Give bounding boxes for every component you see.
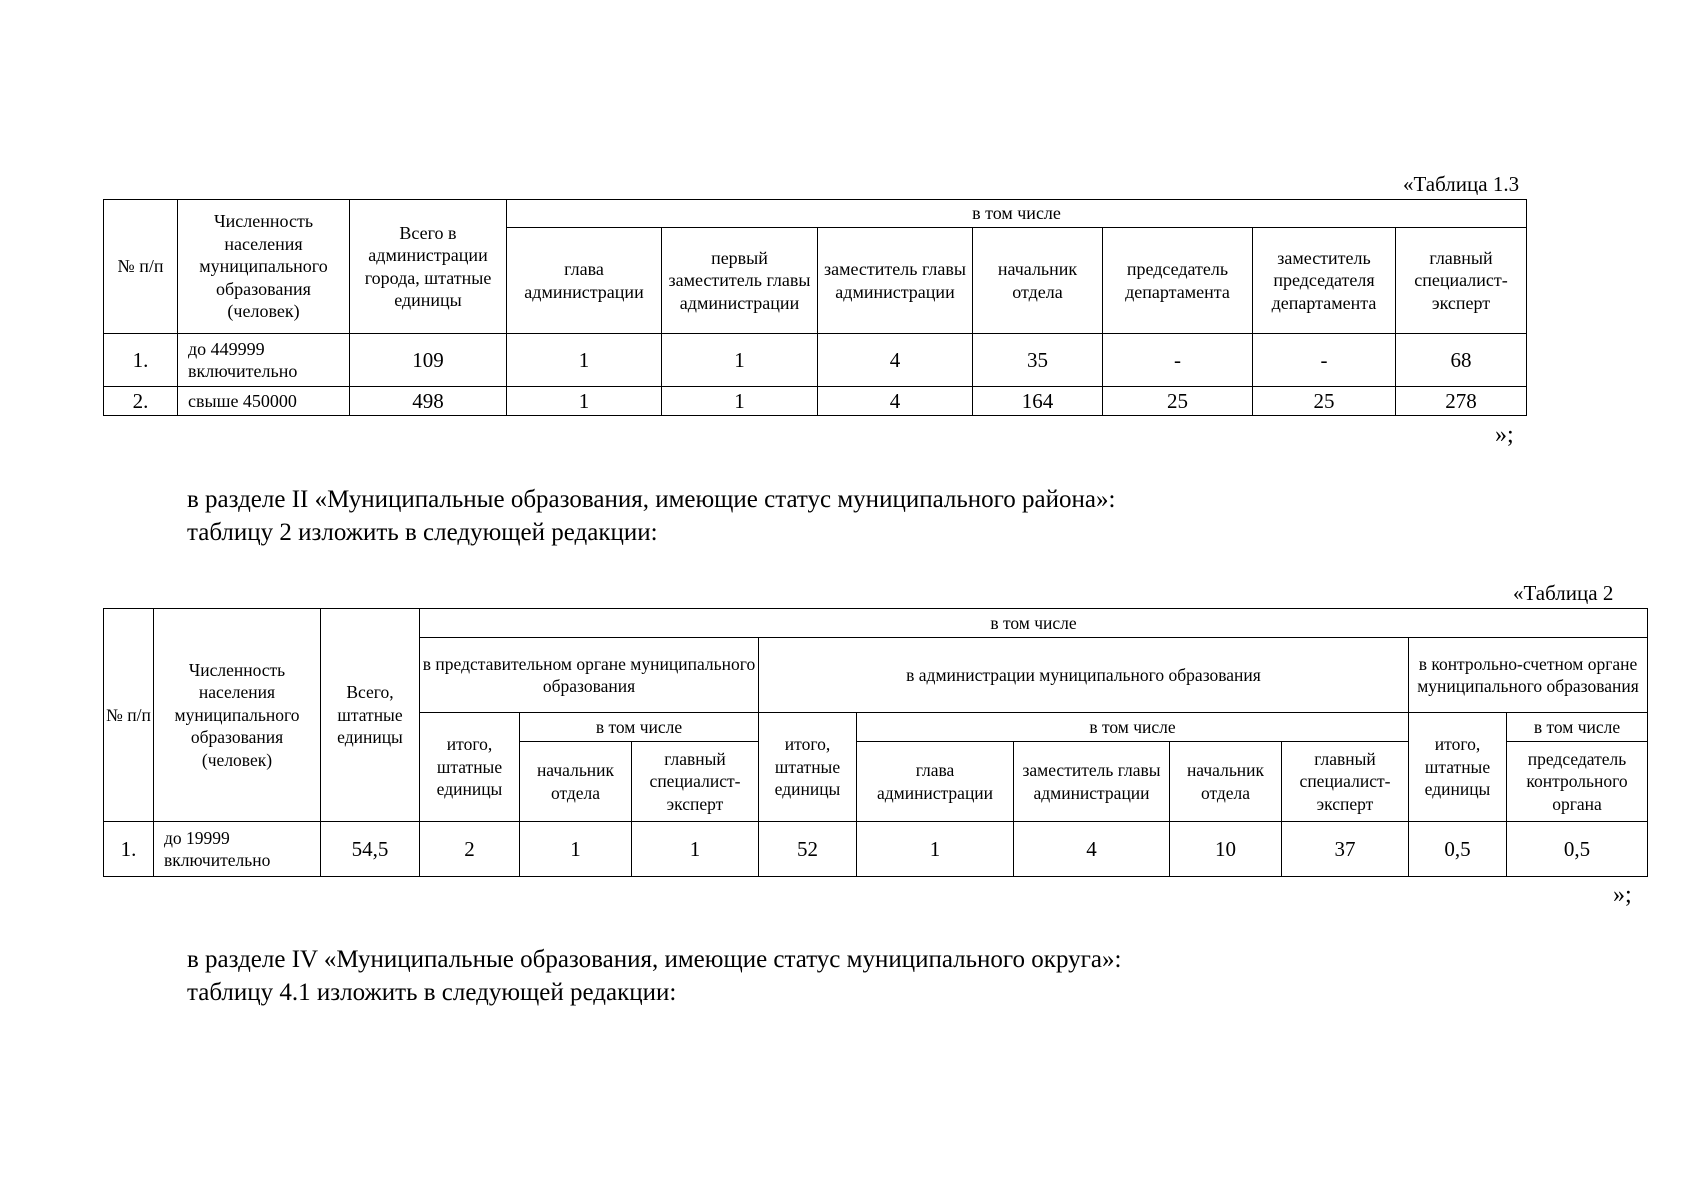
t1-cell: 25 bbox=[1253, 387, 1396, 416]
t1-cell: 4 bbox=[818, 334, 973, 387]
t1-row-total: 498 bbox=[350, 387, 507, 416]
t1-row-total: 109 bbox=[350, 334, 507, 387]
t1-header-population: Численность населения муниципального образования (человек) bbox=[178, 200, 350, 334]
t1-cell: 1 bbox=[507, 387, 662, 416]
table2-label: «Таблица 2 bbox=[1513, 581, 1614, 605]
t2-cell: 1 bbox=[632, 822, 759, 877]
t2-header-col: глава администрации bbox=[857, 742, 1014, 822]
t1-cell: - bbox=[1103, 334, 1253, 387]
t2-header-col: начальник отдела bbox=[1170, 742, 1282, 822]
t2-row-population: до 19999 включительно bbox=[154, 822, 321, 877]
t1-cell: 68 bbox=[1396, 334, 1527, 387]
t1-cell: 1 bbox=[662, 334, 818, 387]
t2-cell: 37 bbox=[1282, 822, 1409, 877]
t2-row-total: 54,5 bbox=[321, 822, 420, 877]
t2-cell: 1 bbox=[857, 822, 1014, 877]
t1-header-col: глава администрации bbox=[507, 228, 662, 334]
t2-header-col: главный специалист-эксперт bbox=[1282, 742, 1409, 822]
t1-header-col: начальник отдела bbox=[973, 228, 1103, 334]
table1-closing: »; bbox=[1495, 422, 1514, 448]
t2-cell: 52 bbox=[759, 822, 857, 877]
t1-row-population: свыше 450000 bbox=[178, 387, 350, 416]
t1-row-population: до 449999 включительно bbox=[178, 334, 350, 387]
t1-cell: 1 bbox=[662, 387, 818, 416]
t2-header-num: № п/п bbox=[104, 609, 154, 822]
t1-header-col: заместитель главы администрации bbox=[818, 228, 973, 334]
t2-header-subtotal: итого, штатные единицы bbox=[420, 713, 520, 822]
section2-line2: таблицу 2 изложить в следующей редакции: bbox=[187, 519, 658, 546]
t2-header-population: Численность населения муниципального образования (человек) bbox=[154, 609, 321, 822]
table-row bbox=[104, 334, 1527, 387]
t1-cell: 278 bbox=[1396, 387, 1527, 416]
t1-header-col: председатель департамента bbox=[1103, 228, 1253, 334]
t2-cell: 0,5 bbox=[1409, 822, 1507, 877]
t1-header-col: заместитель председателя департамента bbox=[1253, 228, 1396, 334]
t2-cell: 0,5 bbox=[1507, 822, 1648, 877]
t2-header-sub-including: в том числе bbox=[857, 713, 1409, 742]
t1-header-including: в том числе bbox=[507, 200, 1527, 228]
t2-header-col: начальник отдела bbox=[520, 742, 632, 822]
t2-header-col: главный специалист-эксперт bbox=[632, 742, 759, 822]
t1-cell: 1 bbox=[507, 334, 662, 387]
t2-cell: 1 bbox=[520, 822, 632, 877]
t1-header-num: № п/п bbox=[104, 200, 178, 334]
t1-cell: 4 bbox=[818, 387, 973, 416]
t2-header-group2: в администрации муниципального образования bbox=[759, 638, 1409, 713]
t2-cell: 4 bbox=[1014, 822, 1170, 877]
t2-header-col: заместитель главы администрации bbox=[1014, 742, 1170, 822]
table2 bbox=[103, 608, 1648, 877]
t2-header-group1: в представительном органе муниципального образования bbox=[420, 638, 759, 713]
t1-header-col: первый заместитель главы администрации bbox=[662, 228, 818, 334]
section2-line1: в разделе II «Муниципальные образования, имеющие статус муниципального района»: bbox=[187, 486, 1116, 513]
t2-header-col: председатель контрольного органа bbox=[1507, 742, 1648, 822]
table-row bbox=[104, 822, 1648, 877]
section4-line2: таблицу 4.1 изложить в следующей редакции: bbox=[187, 979, 677, 1006]
table1-label: «Таблица 1.3 bbox=[1403, 172, 1520, 196]
t1-cell: 35 bbox=[973, 334, 1103, 387]
t2-header-subtotal: итого, штатные единицы bbox=[759, 713, 857, 822]
t1-cell: 164 bbox=[973, 387, 1103, 416]
t2-header-including: в том числе bbox=[420, 609, 1648, 638]
t2-cell: 2 bbox=[420, 822, 520, 877]
t1-cell: - bbox=[1253, 334, 1396, 387]
t1-cell: 25 bbox=[1103, 387, 1253, 416]
t2-header-total: Всего, штатные единицы bbox=[321, 609, 420, 822]
t2-header-group3: в контрольно-счетном органе муниципального образования bbox=[1409, 638, 1648, 713]
t2-cell: 10 bbox=[1170, 822, 1282, 877]
t1-row-num: 2. bbox=[104, 387, 178, 416]
t1-header-col: главный специалист-эксперт bbox=[1396, 228, 1527, 334]
t2-row-num: 1. bbox=[104, 822, 154, 877]
table-row bbox=[104, 387, 1527, 416]
t1-header-total: Всего в администрации города, штатные единицы bbox=[350, 200, 507, 334]
t2-header-sub-including: в том числе bbox=[1507, 713, 1648, 742]
t1-row-num: 1. bbox=[104, 334, 178, 387]
table2-closing: »; bbox=[1613, 882, 1632, 908]
table1 bbox=[103, 199, 1527, 416]
t2-header-sub-including: в том числе bbox=[520, 713, 759, 742]
t2-header-subtotal: итого, штатные единицы bbox=[1409, 713, 1507, 822]
section4-line1: в разделе IV «Муниципальные образования, имеющие статус муниципального округа»: bbox=[187, 946, 1122, 973]
